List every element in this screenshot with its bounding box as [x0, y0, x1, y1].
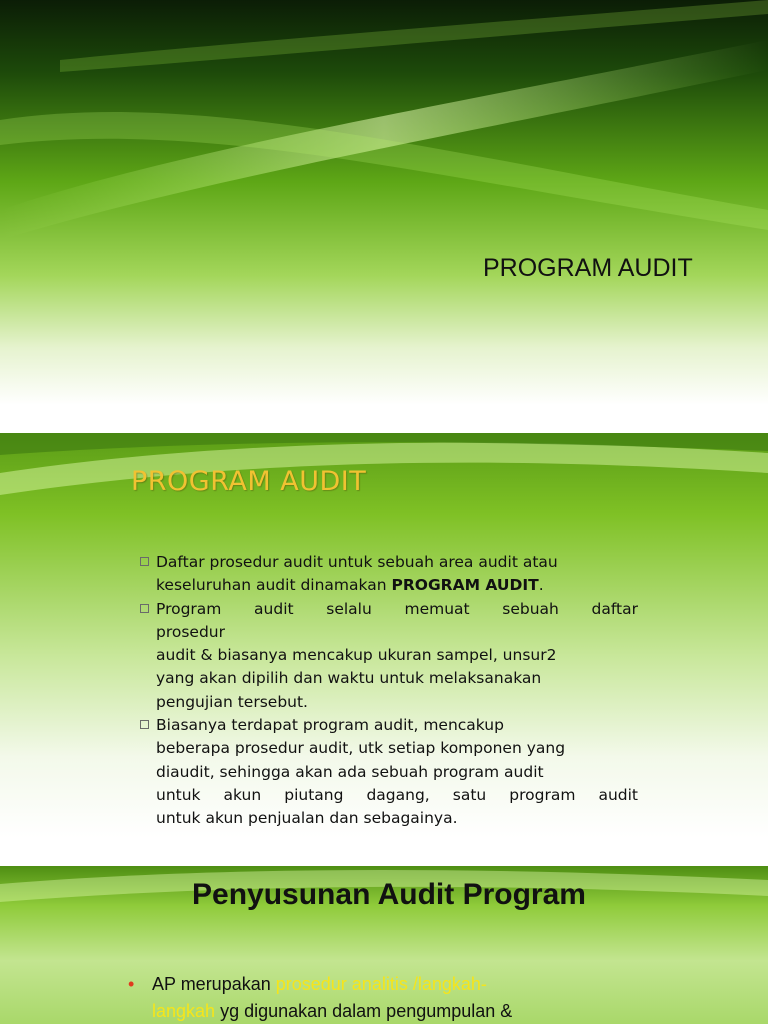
list-item-line: Program audit selalu memuat sebuah daftar	[156, 599, 638, 618]
list-item-line: yang akan dipilih dan waktu untuk melaksanakan	[156, 669, 542, 688]
list-item-line	[128, 971, 688, 998]
square-bullet-icon	[140, 557, 149, 566]
list-item-line: audit & biasanya mencakup ukuran sampel, unsur2	[156, 646, 557, 665]
list-item-line: untuk akun piutang dagang, satu program audit	[156, 785, 638, 804]
square-bullet-icon	[140, 720, 149, 729]
list-item-line: diaudit, sehingga akan ada sebuah program audit	[156, 762, 544, 781]
highlighted-text: langkah	[152, 1001, 216, 1021]
slide-1-title: PROGRAM AUDIT	[483, 254, 693, 282]
slide-1-background	[0, 0, 768, 405]
list-item-line	[156, 574, 638, 597]
slide-3	[0, 866, 768, 1024]
text-fragment: yg digunakan dalam pengumpulan &	[215, 1001, 513, 1021]
list-item-line: Biasanya terdapat program audit, mencakup	[156, 716, 504, 735]
list-item-line: pengujian tersebut.	[156, 692, 308, 711]
list-item	[128, 971, 688, 1024]
slide-2-title: PROGRAM AUDIT	[131, 466, 367, 497]
slide-3-bullet-list	[128, 971, 688, 1024]
bullet-dot-icon: •	[128, 974, 135, 994]
highlighted-text: prosedur analitis /langkah-	[275, 974, 487, 994]
text-fragment: keseluruhan audit dinamakan	[156, 576, 392, 595]
list-item-line: Daftar prosedur audit untuk sebuah area audit atau	[156, 553, 558, 571]
list-item-line: beberapa prosedur audit, utk setiap komponen yang	[156, 739, 566, 758]
list-item-line: prosedur	[156, 622, 226, 641]
bold-term: PROGRAM AUDIT	[391, 576, 539, 595]
square-bullet-icon	[140, 604, 149, 613]
list-item-line: untuk akun penjualan dan sebagainya.	[156, 809, 458, 828]
slide-1	[0, 0, 768, 405]
list-item	[138, 598, 638, 714]
list-item	[138, 551, 638, 598]
text-fragment: .	[538, 576, 544, 595]
slide-3-title: Penyusunan Audit Program	[192, 878, 586, 911]
list-item	[138, 714, 638, 830]
list-item-line	[128, 998, 688, 1024]
slide-2	[0, 433, 768, 838]
slide-2-bullet-list	[138, 551, 638, 831]
text-fragment: AP merupakan	[152, 974, 276, 994]
